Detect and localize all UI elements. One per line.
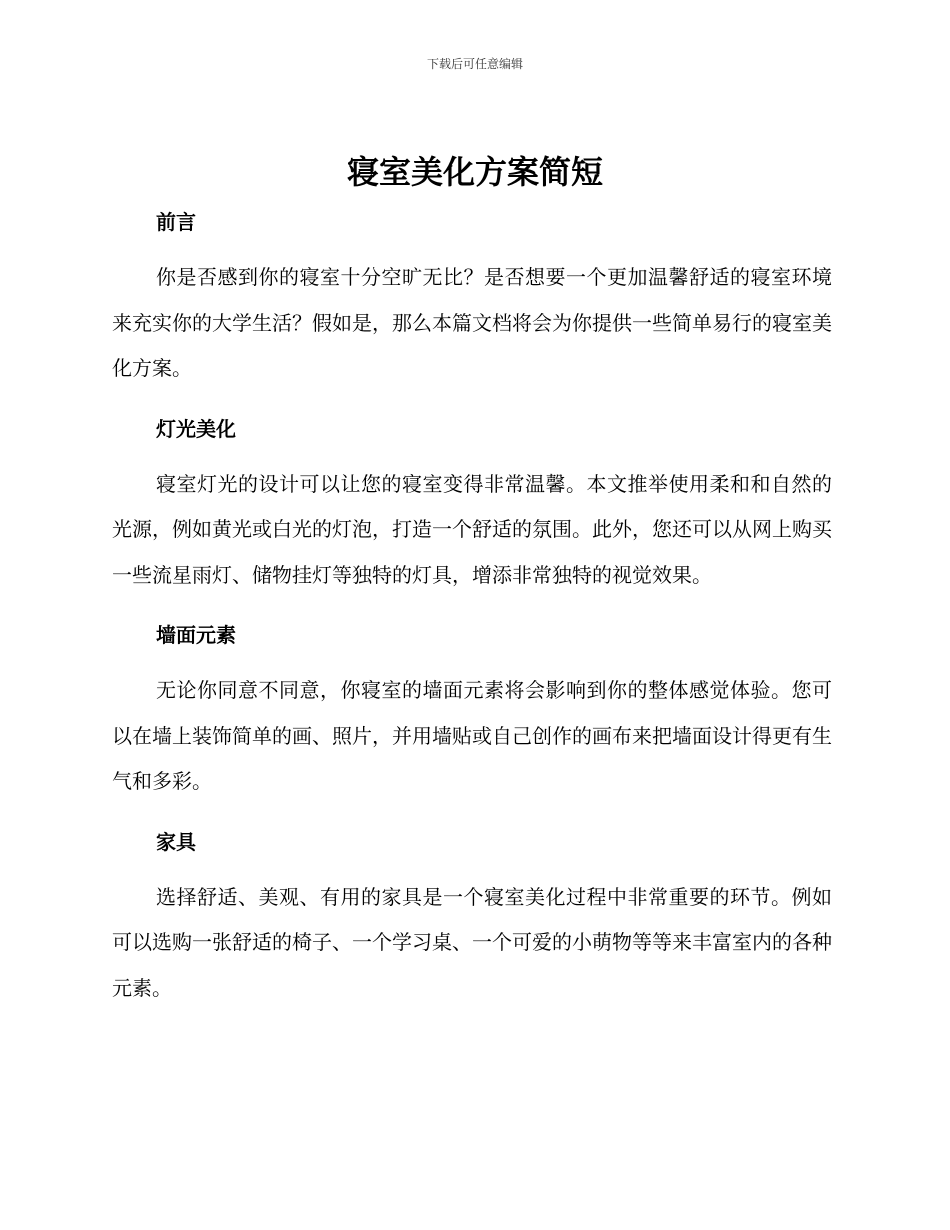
section-paragraph: 无论你同意不同意，你寝室的墙面元素将会影响到你的整体感觉体验。您可以在墙上装饰简单的画、照片，并用墙贴或自己创作的画布来把墙面设计得更有生气和多彩。 <box>112 678 832 793</box>
section-paragraph: 你是否感到你的寝室十分空旷无比？是否想要一个更加温馨舒适的寝室环境来充实你的大学生活？假如是，那么本篇文档将会为你提供一些简单易行的寝室美化方案。 <box>112 265 832 380</box>
section-paragraph: 寝室灯光的设计可以让您的寝室变得非常温馨。本文推举使用柔和和自然的光源，例如黄光或白光的灯泡，打造一个舒适的氛围。此外，您还可以从网上购买一些流星雨灯、储物挂灯等独特的灯具，增添非常独特的视觉效果。 <box>112 471 832 587</box>
section-heading: 灯光美化 <box>156 416 236 441</box>
section-lighting <box>112 412 832 599</box>
section-preface <box>112 205 832 392</box>
header-note: 下载后可任意编辑 <box>426 57 523 71</box>
document-title: 寝室美化方案简短 <box>346 153 603 191</box>
section-heading: 前言 <box>156 210 196 234</box>
section-furniture <box>112 825 832 1012</box>
section-heading: 家具 <box>156 829 196 854</box>
section-wall-elements <box>112 618 832 805</box>
section-heading: 墙面元素 <box>156 623 236 647</box>
section-paragraph: 选择舒适、美观、有用的家具是一个寝室美化过程中非常重要的环节。例如可以选购一张舒适的椅子、一个学习桌、一个可爱的小萌物等等来丰富室内的各种元素。 <box>112 884 832 1000</box>
document-content <box>112 205 832 1031</box>
